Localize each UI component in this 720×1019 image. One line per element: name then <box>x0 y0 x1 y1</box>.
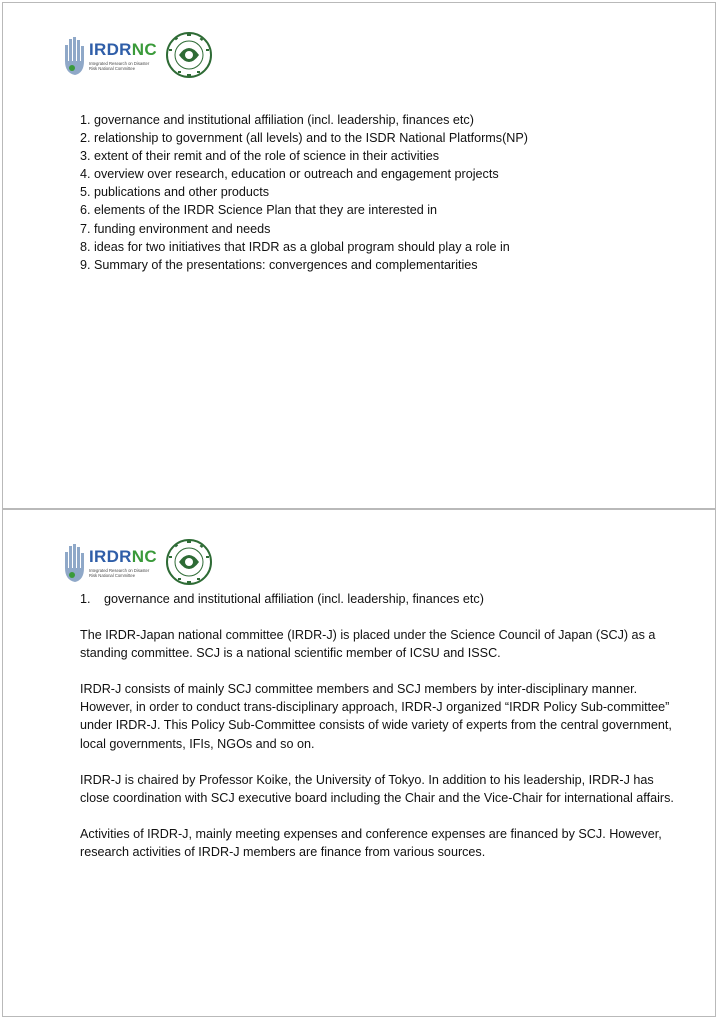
paragraph: IRDR-J is chaired by Professor Koike, the University of Tokyo. In addition to his leadership, IRDR-J has close coordination with SCJ executive board including the Chair and the Vice-Chair for international affairs. <box>80 772 674 805</box>
agenda-item: 3. extent of their remit and of the role of science in their activities <box>80 149 440 164</box>
paragraph: Activities of IRDR-J, mainly meeting expenses and conference expenses are financed by SCJ. However, research activities of IRDR-J members are finance from various sources. <box>80 826 662 859</box>
agenda-item: 5. publications and other products <box>80 185 270 200</box>
logo-subtitle: Integrated Research on Disaster Risk National Committee <box>89 568 150 578</box>
section-title: governance and institutional affiliation (incl. leadership, finances etc) <box>104 592 484 606</box>
agenda-item: 8. ideas for two initiatives that IRDR as a global program should play a role in <box>80 239 510 254</box>
logo-wordmark: IRDRNC <box>89 547 157 566</box>
slide-1 <box>2 2 716 509</box>
science-council-seal-icon <box>165 538 213 586</box>
logo-wordmark: IRDRNC <box>89 40 157 59</box>
agenda-item: 7. funding environment and needs <box>80 221 271 236</box>
section-heading <box>80 590 680 608</box>
agenda-item: 6. elements of the IRDR Science Plan that they are interested in <box>80 203 438 218</box>
agenda-item: 2. relationship to government (all levels) and to the ISDR National Platforms(NP) <box>80 131 528 146</box>
agenda-item: 9. Summary of the presentations: convergences and complementarities <box>80 257 478 272</box>
paragraph: IRDR-J consists of mainly SCJ committee members and SCJ members by inter-disciplinary manner. However, in order to conduct trans-disciplinary approach, IRDR-J organized “IRDR Policy Sub-committee” under IRDR-J. This Policy Sub-Committee consists of wide variety of experts from the central government, local governments, IFIs, NGOs and so on. <box>80 682 672 751</box>
irdr-nc-logo <box>63 31 213 83</box>
section-number: 1. <box>80 592 91 606</box>
slide-2-body <box>80 590 680 879</box>
agenda-item: 4. overview over research, education or outreach and engagement projects <box>80 167 499 182</box>
logo-subtitle: Integrated Research on Disaster Risk National Committee <box>89 61 150 71</box>
agenda-item: 1. governance and institutional affiliation (incl. leadership, finances etc) <box>80 113 474 127</box>
hand-icon <box>63 544 87 584</box>
science-council-seal-icon <box>165 31 213 79</box>
agenda-list <box>80 111 528 274</box>
irdr-nc-logo <box>63 538 213 590</box>
paragraph: The IRDR-Japan national committee (IRDR-J) is placed under the Science Council of Japan (SCJ) as a standing committee. SCJ is a national scientific member of ICSU and ISSC. <box>80 628 656 661</box>
slide-2 <box>2 509 716 1017</box>
hand-icon <box>63 37 87 77</box>
